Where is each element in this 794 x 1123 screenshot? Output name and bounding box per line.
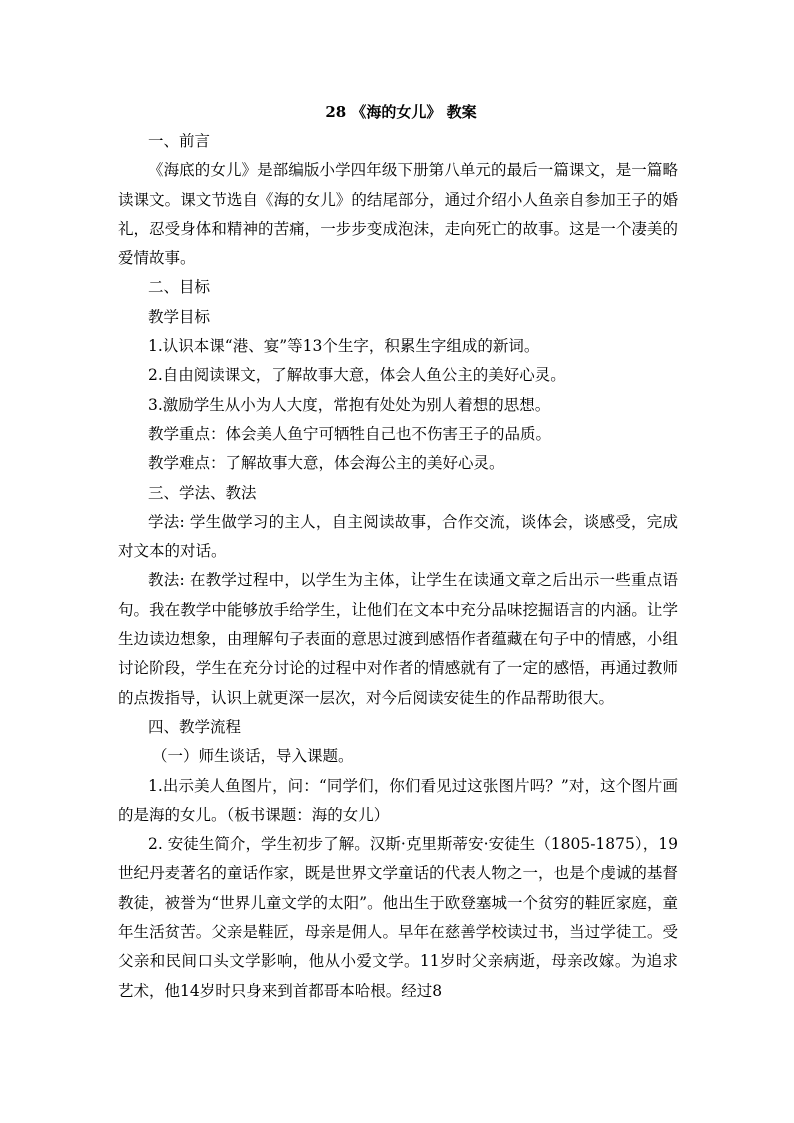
heading-preface: 一、前言 xyxy=(148,132,211,150)
document-title: 28 《海的女儿》 教案 xyxy=(325,103,477,121)
teaching-difficulty: 教学难点：了解故事大意，体会海公主的美好心灵。 xyxy=(148,454,505,473)
document-page xyxy=(118,98,678,1006)
goal-item-1: 1.认识本课“港、宴”等13个生字，积累生字组成的新词。 xyxy=(148,337,540,356)
goal-item-2: 2.自由阅读课文，了解故事大意，体会人鱼公主的美好心灵。 xyxy=(148,366,566,385)
paragraph-preface-body: 《海底的女儿》是部编版小学四年级下册第八单元的最后一篇课文，是一篇略读课文。课文节选自《海的女儿》的结尾部分，通过介绍小人鱼亲自参加王子的婚礼，忍受身体和精神的苦痛，一步步变成泡沫，走向死亡的故事。这是一个凄美的爱情故事。 xyxy=(118,161,678,268)
subheading-intro-talk: （一）师生谈话，导入课题。 xyxy=(152,747,354,766)
goal-item-3: 3.激励学生从小为人大度，常抱有处处为别人着想的思想。 xyxy=(148,395,551,414)
heading-teaching-process: 四、教学流程 xyxy=(148,717,242,736)
subheading-teaching-goals: 教学目标 xyxy=(148,307,211,326)
process-item-2: 2. 安徒生简介，学生初步了解。汉斯·克里斯蒂安·安徒生（1805-1875），19世纪丹麦著名的童话作家，既是世界文学童话的代表人物之一，也是个虔诚的基督教徒，被誉为“世界儿童文学的太阳”。他出生于欧登塞城一个贫穷的鞋匠家庭，童年生活贫苦。父亲是鞋匠，母亲是佣人。早年在慈善学校读过书，当过学徒工。受父亲和民间口头文学影响，他从小爱文学。11岁时父亲病逝，母亲改嫁。为追求艺术，他14岁时只身来到首都哥本哈根。经过8 xyxy=(118,835,678,1000)
heading-methods: 三、学法、教法 xyxy=(148,483,257,502)
teaching-key-point: 教学重点：体会美人鱼宁可牺牲自己也不伤害王子的品质。 xyxy=(148,424,552,443)
paragraph-teaching-method: 教法: 在教学过程中，以学生为主体，让学生在读通文章之后出示一些重点语句。我在教学中能够放手给学生，让他们在文本中充分品味挖掘语言的内涵。让学生边读边想象，由理解句子表面的意思过渡到感悟作者蕴藏在句子中的情感，小组讨论阶段，学生在充分讨论的过程中对作者的情感就有了一定的感悟，再通过教师的点拨指导，认识上就更深一层次，对今后阅读安徒生的作品帮助很大。 xyxy=(118,571,678,707)
heading-goals: 二、目标 xyxy=(148,278,211,297)
process-item-1: 1.出示美人鱼图片，问：“同学们，你们看见过这张图片吗？”对，这个图片画的是海的女儿。（板书课题：海的女儿） xyxy=(118,776,678,824)
paragraph-learning-method: 学法: 学生做学习的主人，自主阅读故事，合作交流，谈体会，谈感受，完成对文本的对话。 xyxy=(118,512,678,561)
